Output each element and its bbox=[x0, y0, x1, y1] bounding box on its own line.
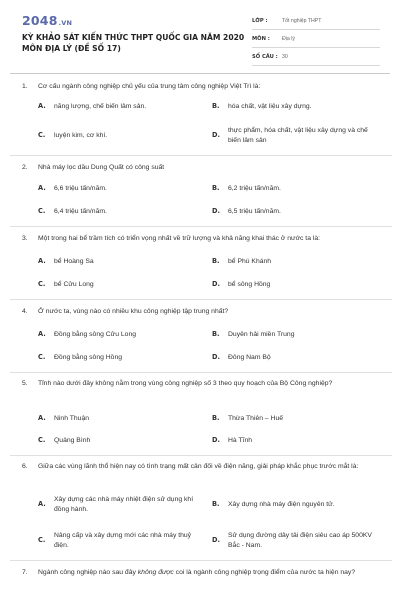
option-text: Ninh Thuận bbox=[54, 415, 90, 422]
option-text: 6,2 triệu tấn/năm. bbox=[228, 185, 281, 192]
question-text-before: Ngành công nghiệp nào sau đây bbox=[38, 569, 138, 576]
question-number: 4. bbox=[22, 308, 28, 315]
question-stem bbox=[22, 568, 380, 578]
question-4 bbox=[22, 307, 380, 317]
option-text: bể sông Hồng bbox=[228, 281, 271, 288]
meta-key: LỚP : bbox=[252, 17, 268, 24]
option-letter: C. bbox=[38, 207, 46, 215]
option-letter: A. bbox=[38, 184, 46, 192]
option-letter: A. bbox=[38, 330, 46, 338]
option-letter: D. bbox=[212, 536, 220, 544]
option-letter: B. bbox=[212, 500, 220, 508]
option-text: bể Cửu Long bbox=[54, 281, 94, 288]
option-letter: B. bbox=[212, 184, 220, 192]
meta-row-count bbox=[252, 48, 380, 66]
question-3 bbox=[22, 234, 380, 244]
question-number: 1. bbox=[22, 83, 28, 90]
question-text-emphasis: không được bbox=[137, 569, 174, 576]
option-text: 6,5 triệu tấn/năm. bbox=[228, 208, 281, 215]
option-text: thực phẩm, hóa chất, vật liệu xây dựng và chế biến lâm sản bbox=[228, 127, 368, 144]
option-text: Sử dụng đường dây tải điện siêu cao áp 500KV Bắc - Nam. bbox=[228, 532, 372, 549]
question-text: Nhà máy lọc dầu Dung Quất có công suất bbox=[38, 164, 165, 171]
option-letter: A. bbox=[38, 102, 46, 110]
question-number: 3. bbox=[22, 235, 28, 242]
question-stem bbox=[22, 82, 380, 92]
meta-key: MÔN : bbox=[252, 35, 270, 42]
question-stem bbox=[22, 307, 380, 317]
option-text: Đồng bằng sông Cửu Long bbox=[54, 331, 137, 338]
exam-meta bbox=[252, 12, 380, 66]
option-letter: D. bbox=[212, 131, 220, 139]
question-stem bbox=[22, 234, 380, 244]
option-letter: A. bbox=[38, 414, 46, 422]
option-text: hóa chất, vật liệu xây dựng. bbox=[228, 103, 312, 110]
option-letter: D. bbox=[212, 436, 220, 444]
option-text: Duyên hải miền Trung bbox=[228, 331, 295, 338]
logo-tld: .VN bbox=[58, 19, 73, 27]
exam-title-line2: MÔN ĐỊA LÝ (ĐỀ SỐ 17) bbox=[22, 44, 121, 53]
meta-value: Tốt nghiệp THPT bbox=[282, 17, 322, 24]
logo-text: 2048 bbox=[22, 13, 58, 28]
option-text: năng lượng, chế biến lâm sản. bbox=[54, 103, 147, 110]
option-letter: A. bbox=[38, 257, 46, 265]
question-number: 5. bbox=[22, 380, 28, 387]
meta-row-subject bbox=[252, 30, 380, 48]
option-text: Đồng bằng sông Hồng bbox=[54, 354, 123, 361]
option-letter: C. bbox=[38, 436, 46, 444]
option-text: 6,4 triệu tấn/năm. bbox=[54, 208, 107, 215]
question-5 bbox=[22, 379, 380, 389]
exam-title bbox=[22, 32, 244, 54]
exam-title-line1: KỲ KHẢO SÁT KIẾN THỨC THPT QUỐC GIA NĂM 2020 bbox=[22, 33, 245, 42]
option-letter: D. bbox=[212, 207, 220, 215]
question-text: Giữa các vùng lãnh thổ hiện nay có tình trạng mất cân đối về điện năng, giải pháp khắc phục trước mắt là: bbox=[38, 463, 359, 470]
meta-value: Địa lý bbox=[282, 35, 295, 42]
option-text: Thừa Thiên – Huế bbox=[228, 415, 284, 422]
option-letter: C. bbox=[38, 353, 46, 361]
site-logo[interactable] bbox=[22, 13, 72, 28]
question-stem bbox=[22, 163, 380, 173]
option-text: 6,6 triệu tấn/năm. bbox=[54, 185, 107, 192]
header bbox=[0, 0, 400, 76]
option-letter: C. bbox=[38, 131, 46, 139]
option-text: bể Phú Khánh bbox=[228, 258, 272, 265]
option-text: luyện kim, cơ khí. bbox=[54, 132, 108, 139]
option-letter: B. bbox=[212, 102, 220, 110]
question-2 bbox=[22, 163, 380, 173]
question-6 bbox=[22, 462, 380, 472]
question-text: Cơ cấu ngành công nghiệp chủ yếu của trung tâm công nghiệp Việt Trì là: bbox=[38, 83, 261, 90]
question-number: 6. bbox=[22, 463, 28, 470]
option-letter: C. bbox=[38, 536, 46, 544]
option-letter: A. bbox=[38, 500, 46, 508]
meta-key: SỐ CÂU : bbox=[252, 53, 278, 60]
meta-row-class bbox=[252, 12, 380, 30]
option-text: Đông Nam Bộ bbox=[228, 354, 271, 361]
option-letter: D. bbox=[212, 280, 220, 288]
question-stem bbox=[22, 462, 380, 472]
option-letter: D. bbox=[212, 353, 220, 361]
question-7 bbox=[22, 568, 380, 578]
option-text: bể Hoàng Sa bbox=[54, 258, 94, 265]
header-divider bbox=[10, 73, 390, 74]
question-text bbox=[38, 569, 355, 576]
option-text: Xây dựng nhà máy điện nguyên tử. bbox=[228, 501, 335, 508]
option-letter: C. bbox=[38, 280, 46, 288]
question-1 bbox=[22, 82, 380, 92]
option-text: Xây dựng các nhà máy nhiệt điện sử dụng khí đồng hành. bbox=[54, 496, 194, 513]
option-letter: B. bbox=[212, 330, 220, 338]
question-text-after: coi là ngành công nghiệp trọng điểm của nước ta hiện nay? bbox=[173, 569, 356, 576]
meta-value: 30 bbox=[282, 53, 288, 60]
question-text: Tỉnh nào dưới đây không nằm trong vùng công nghiệp số 3 theo quy hoạch của Bộ Công nghiệp? bbox=[38, 380, 333, 387]
option-text: Nâng cấp và xây dựng mới các nhà máy thuỷ điện. bbox=[54, 532, 192, 549]
question-text: Một trong hai bể trầm tích có triển vọng nhất về trữ lượng và khả năng khai thác ở nước ta là: bbox=[38, 235, 321, 242]
question-number: 7. bbox=[22, 569, 28, 576]
question-stem bbox=[22, 379, 380, 389]
option-letter: B. bbox=[212, 414, 220, 422]
option-letter: B. bbox=[212, 257, 220, 265]
question-number: 2. bbox=[22, 164, 28, 171]
option-text: Quảng Bình bbox=[54, 437, 91, 444]
question-text: Ở nước ta, vùng nào có nhiều khu công nghiệp tập trung nhất? bbox=[38, 308, 229, 315]
option-text: Hà Tĩnh bbox=[228, 437, 253, 444]
